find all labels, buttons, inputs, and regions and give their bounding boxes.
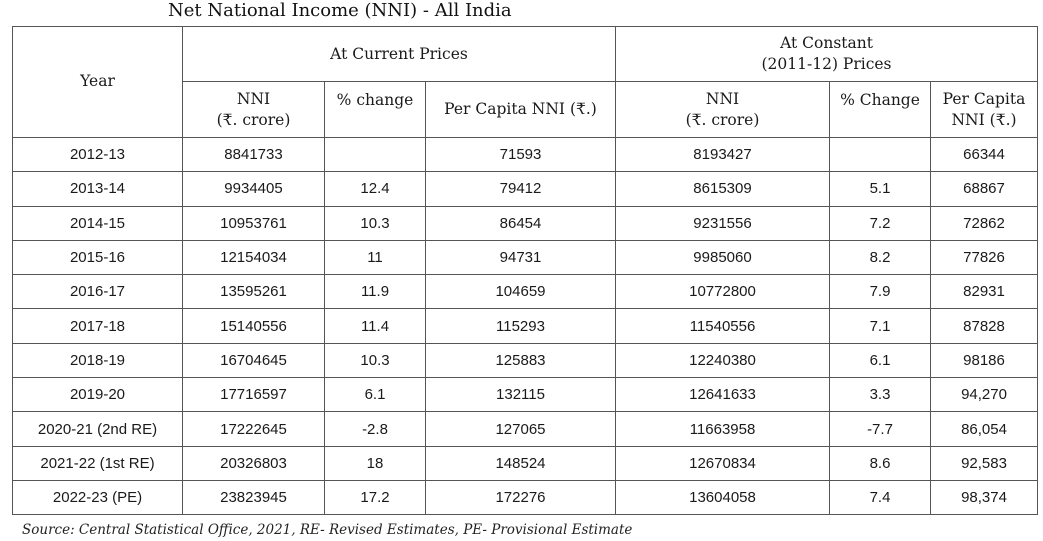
table-row (13, 275, 1038, 309)
cell-current-per-capita: 125883 (426, 343, 616, 377)
header-constant-pc-line2: NNI (₹.) (951, 110, 1017, 129)
header-constant-per-capita (931, 82, 1038, 138)
cell-constant-nni: 11663958 (616, 412, 830, 446)
cell-current-per-capita: 148524 (426, 446, 616, 480)
table-row (13, 138, 1038, 172)
cell-current-change: 12.4 (325, 172, 426, 206)
cell-current-change: 11.4 (325, 309, 426, 343)
cell-constant-change (830, 138, 931, 172)
cell-constant-nni: 8193427 (616, 138, 830, 172)
cell-current-change: 11.9 (325, 275, 426, 309)
cell-current-per-capita: 127065 (426, 412, 616, 446)
cell-current-per-capita: 71593 (426, 138, 616, 172)
cell-year: 2017-18 (13, 309, 183, 343)
cell-constant-change: 5.1 (830, 172, 931, 206)
cell-current-change (325, 138, 426, 172)
header-current-change: % change (325, 82, 426, 138)
cell-constant-per-capita: 98186 (931, 343, 1038, 377)
cell-current-per-capita: 172276 (426, 480, 616, 514)
cell-constant-nni: 11540556 (616, 309, 830, 343)
cell-current-nni: 16704645 (183, 343, 325, 377)
cell-current-per-capita: 115293 (426, 309, 616, 343)
cell-current-nni: 13595261 (183, 275, 325, 309)
table-row (13, 309, 1038, 343)
header-current-nni (183, 82, 325, 138)
cell-constant-per-capita: 98,374 (931, 480, 1038, 514)
header-current-per-capita: Per Capita NNI (₹.) (426, 82, 616, 138)
cell-current-nni: 17222645 (183, 412, 325, 446)
cell-current-nni: 10953761 (183, 206, 325, 240)
cell-current-change: 11 (325, 240, 426, 274)
header-constant-nni-line1: NNI (705, 89, 740, 108)
table-row (13, 240, 1038, 274)
cell-current-change: 10.3 (325, 343, 426, 377)
cell-current-nni: 17716597 (183, 378, 325, 412)
cell-current-change: 6.1 (325, 378, 426, 412)
cell-constant-nni: 9231556 (616, 206, 830, 240)
cell-year: 2020-21 (2nd RE) (13, 412, 183, 446)
table-row (13, 172, 1038, 206)
cell-constant-nni: 13604058 (616, 480, 830, 514)
cell-year: 2013-14 (13, 172, 183, 206)
nni-table (12, 26, 1038, 515)
cell-constant-change: 7.2 (830, 206, 931, 240)
cell-constant-nni: 9985060 (616, 240, 830, 274)
cell-current-per-capita: 79412 (426, 172, 616, 206)
table-row (13, 446, 1038, 480)
cell-year: 2015-16 (13, 240, 183, 274)
cell-constant-nni: 12670834 (616, 446, 830, 480)
header-current-nni-line1: NNI (236, 89, 271, 108)
cell-constant-nni: 12641633 (616, 378, 830, 412)
cell-constant-change: 8.6 (830, 446, 931, 480)
cell-current-change: 17.2 (325, 480, 426, 514)
cell-constant-nni: 10772800 (616, 275, 830, 309)
cell-year: 2018-19 (13, 343, 183, 377)
cell-current-change: 18 (325, 446, 426, 480)
cell-constant-per-capita: 66344 (931, 138, 1038, 172)
cell-constant-per-capita: 77826 (931, 240, 1038, 274)
cell-year: 2016-17 (13, 275, 183, 309)
header-constant-nni (616, 82, 830, 138)
cell-year: 2012-13 (13, 138, 183, 172)
cell-current-nni: 8841733 (183, 138, 325, 172)
cell-current-per-capita: 104659 (426, 275, 616, 309)
cell-constant-per-capita: 68867 (931, 172, 1038, 206)
cell-constant-change: 7.4 (830, 480, 931, 514)
table-row (13, 206, 1038, 240)
cell-current-per-capita: 132115 (426, 378, 616, 412)
source-note: Source: Central Statistical Office, 2021, RE- Revised Estimates, PE- Provisional Estimate (22, 522, 633, 538)
cell-constant-nni: 12240380 (616, 343, 830, 377)
header-constant-line1: At Constant (780, 34, 873, 52)
header-constant-nni-line2: (₹. crore) (685, 110, 760, 129)
table-row (13, 412, 1038, 446)
cell-constant-per-capita: 72862 (931, 206, 1038, 240)
cell-constant-change: 7.1 (830, 309, 931, 343)
cell-current-nni: 20326803 (183, 446, 325, 480)
cell-current-nni: 15140556 (183, 309, 325, 343)
header-constant-line2: (2011-12) Prices (761, 55, 892, 73)
cell-current-nni: 9934405 (183, 172, 325, 206)
header-year: Year (13, 27, 183, 138)
cell-year: 2014-15 (13, 206, 183, 240)
cell-constant-nni: 8615309 (616, 172, 830, 206)
cell-constant-per-capita: 92,583 (931, 446, 1038, 480)
header-current-nni-line2: (₹. crore) (216, 110, 291, 129)
table-title: Net National Income (NNI) - All India (168, 0, 512, 21)
cell-year: 2021-22 (1st RE) (13, 446, 183, 480)
table-row (13, 378, 1038, 412)
cell-current-change: -2.8 (325, 412, 426, 446)
cell-constant-per-capita: 87828 (931, 309, 1038, 343)
cell-constant-per-capita: 94,270 (931, 378, 1038, 412)
header-current-prices: At Current Prices (183, 27, 616, 82)
header-constant-pc-line1: Per Capita (942, 89, 1026, 108)
cell-constant-change: -7.7 (830, 412, 931, 446)
header-row-groups (13, 27, 1038, 82)
cell-year: 2022-23 (PE) (13, 480, 183, 514)
cell-constant-change: 6.1 (830, 343, 931, 377)
table-row (13, 480, 1038, 514)
header-constant-prices (616, 27, 1038, 82)
cell-constant-per-capita: 86,054 (931, 412, 1038, 446)
cell-current-per-capita: 94731 (426, 240, 616, 274)
cell-current-nni: 23823945 (183, 480, 325, 514)
table-row (13, 343, 1038, 377)
cell-constant-change: 3.3 (830, 378, 931, 412)
cell-constant-change: 7.9 (830, 275, 931, 309)
cell-constant-per-capita: 82931 (931, 275, 1038, 309)
header-constant-change: % Change (830, 82, 931, 138)
cell-current-nni: 12154034 (183, 240, 325, 274)
cell-current-change: 10.3 (325, 206, 426, 240)
cell-constant-change: 8.2 (830, 240, 931, 274)
cell-year: 2019-20 (13, 378, 183, 412)
cell-current-per-capita: 86454 (426, 206, 616, 240)
